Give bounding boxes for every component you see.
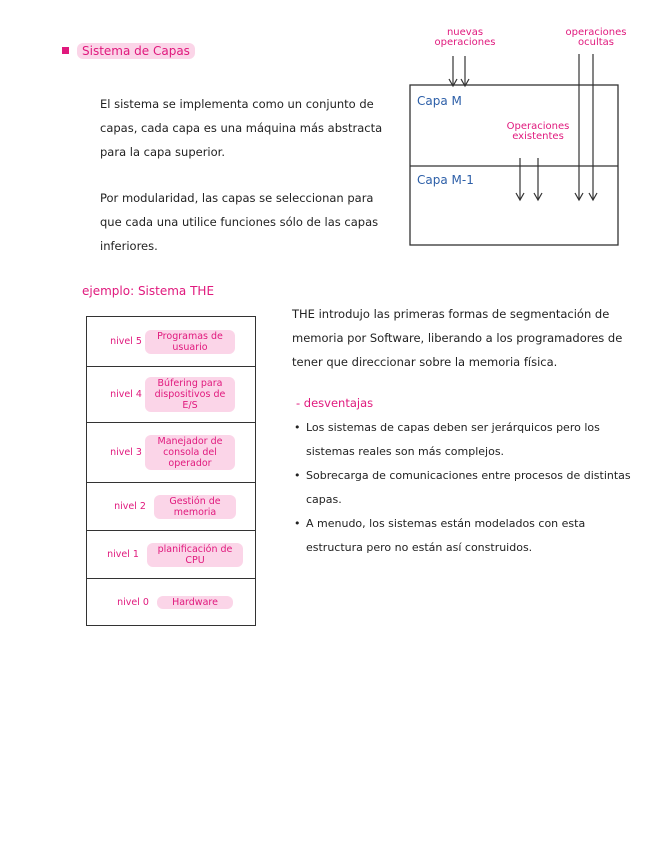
- layer-m1-label: Capa M-1: [417, 173, 474, 187]
- page-title: Sistema de Capas: [62, 44, 195, 58]
- table-row: [87, 317, 255, 367]
- layer-label: planificación de CPU: [147, 543, 243, 567]
- disadvantages-title: - desventajas: [296, 396, 374, 410]
- bullet-square-icon: [62, 47, 69, 54]
- disadvantages-list: [292, 416, 632, 560]
- table-row: [87, 483, 255, 531]
- example-title: ejemplo: Sistema THE: [82, 284, 215, 298]
- table-row: [87, 531, 255, 579]
- list-item: • Sobrecarga de comunicaciones entre procesos de distintas capas.: [292, 464, 632, 512]
- layer-label: Programas de usuario: [145, 330, 235, 354]
- table-row: [87, 579, 255, 625]
- level-label: nivel 4: [110, 389, 142, 400]
- existing-ops-label: Operaciones existentes: [506, 121, 570, 142]
- table-row: [87, 367, 255, 423]
- level-label: nivel 3: [110, 447, 142, 458]
- layer-label: Búfering para dispositivos de E/S: [145, 377, 235, 412]
- layer-m-label: Capa M: [417, 94, 462, 108]
- the-description: THE introdujo las primeras formas de segmentación de memoria por Software, liberando a los programadores de tener que direccionar sobre la memoria física.: [292, 307, 623, 369]
- new-ops-label: nuevas operaciones: [434, 27, 496, 48]
- level-label: nivel 0: [117, 596, 149, 608]
- layer-label: Hardware: [157, 596, 233, 609]
- level-label: nivel 5: [110, 336, 142, 347]
- level-label: nivel 2: [114, 501, 146, 512]
- table-row: [87, 423, 255, 483]
- level-label: nivel 1: [107, 549, 139, 560]
- intro-paragraph-1: El sistema se implementa como un conjunto de capas, cada capa es una máquina más abstracta para la capa superior.: [100, 97, 383, 159]
- layers-diagram: [405, 20, 645, 250]
- layer-label: Gestión de memoria: [154, 495, 236, 519]
- hidden-ops-label: operaciones ocultas: [565, 27, 627, 48]
- list-item: • Los sistemas de capas deben ser jerárquicos pero los sistemas reales son más complejos.: [292, 416, 632, 464]
- the-layers-table: [86, 316, 256, 626]
- intro-paragraph-2: Por modularidad, las capas se seleccionan para que cada una utilice funciones sólo de las capas inferiores.: [100, 191, 379, 253]
- layer-label: Manejador de consola del operador: [145, 435, 235, 470]
- layers-box: [410, 85, 618, 245]
- new-ops-arrows: [449, 56, 469, 86]
- existing-ops-arrows: [516, 158, 542, 200]
- list-item: • A menudo, los sistemas están modelados con esta estructura pero no están así construidos.: [292, 512, 632, 560]
